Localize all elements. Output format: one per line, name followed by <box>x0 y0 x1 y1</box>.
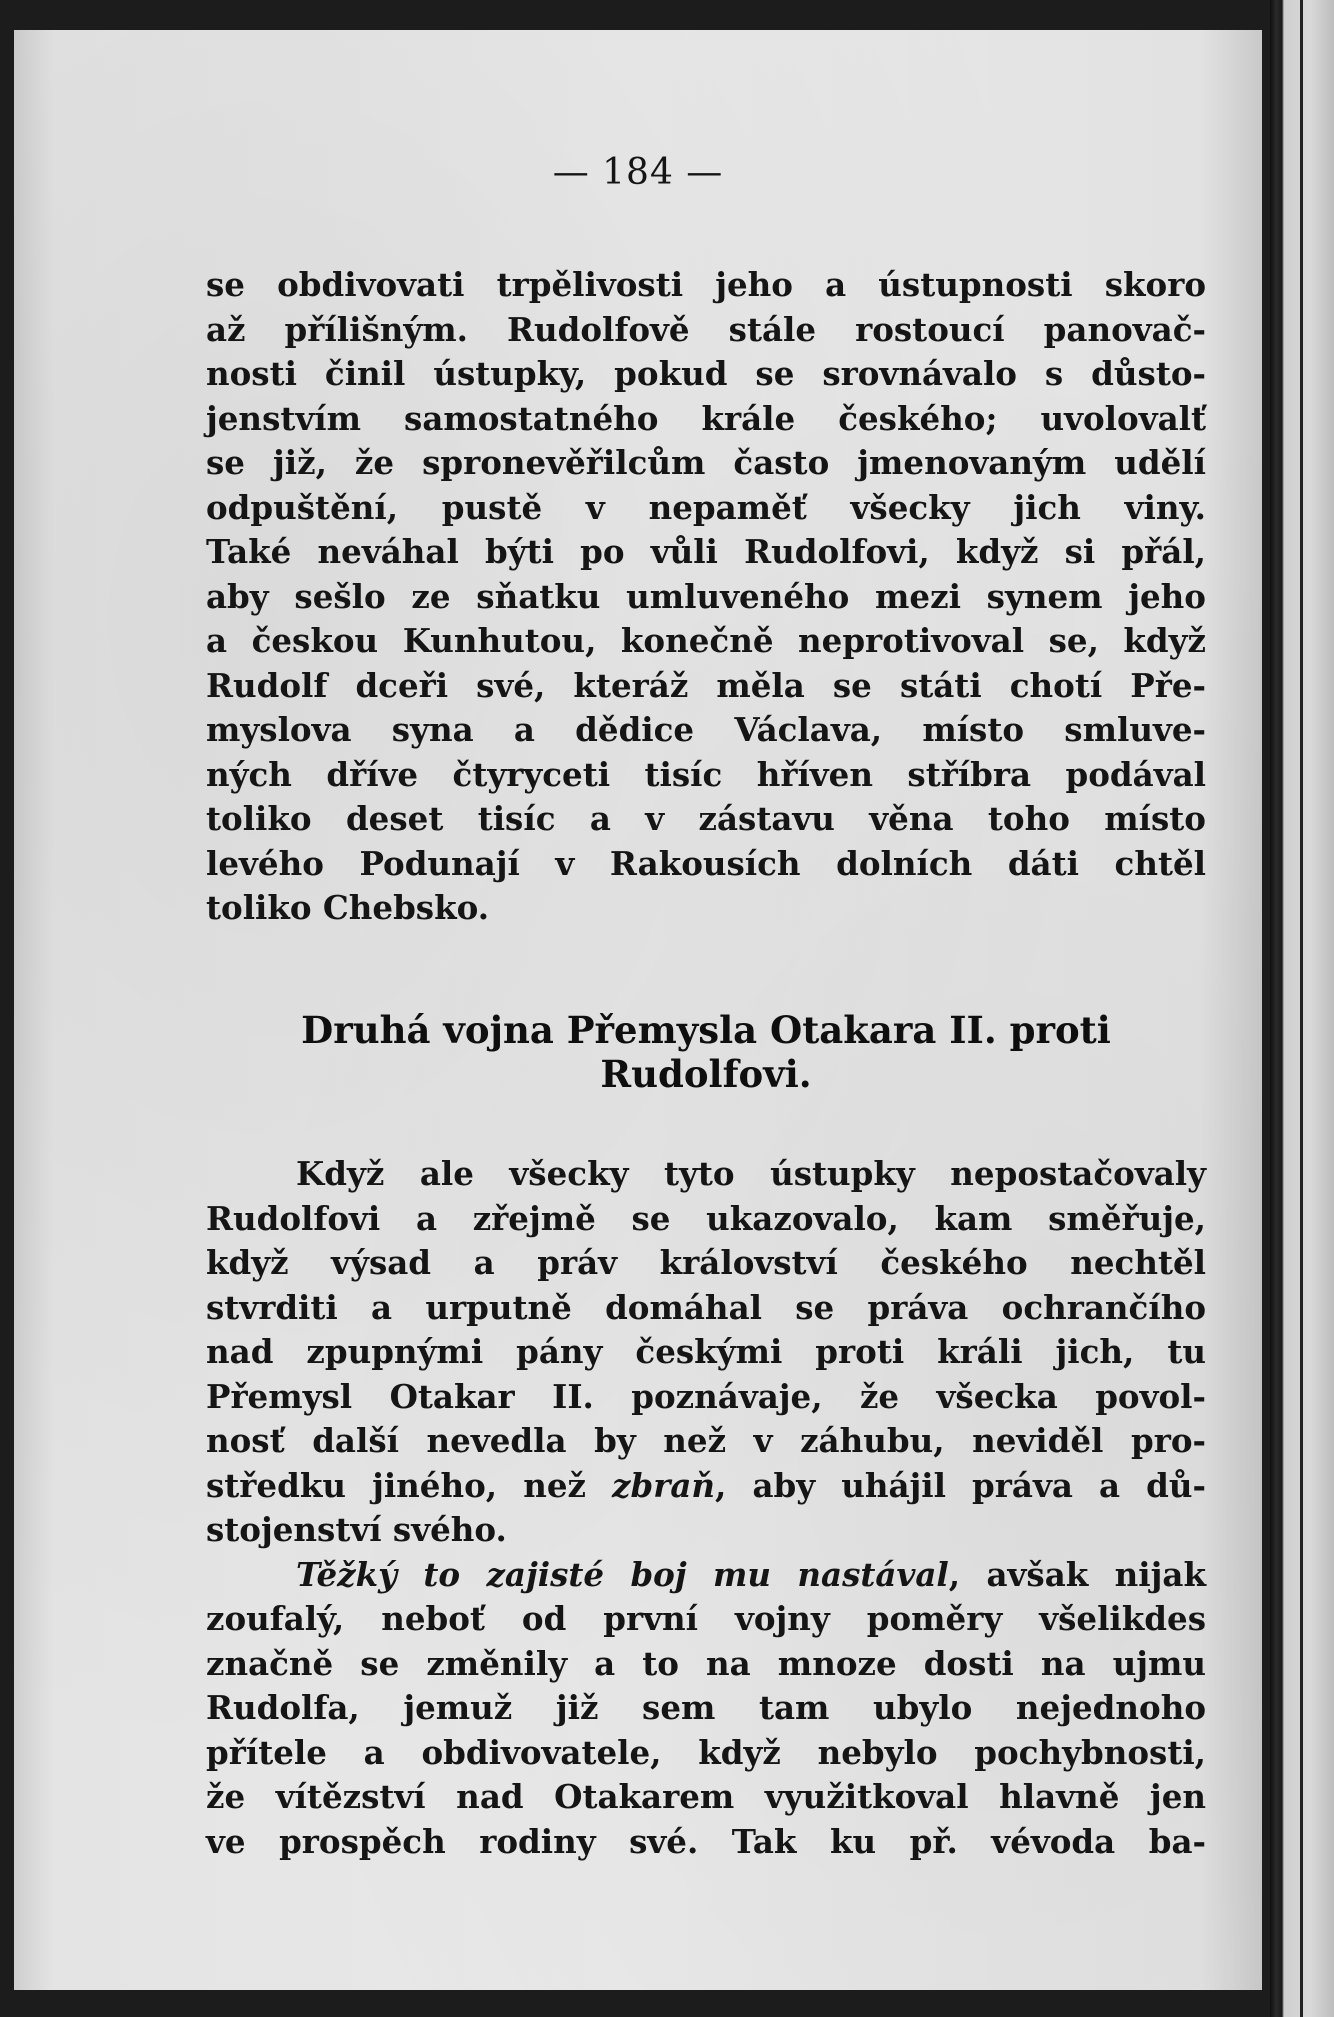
text-line: nad zpupnými pány českými proti králi jich, tu <box>206 1332 1206 1371</box>
text-line: nosť další nevedla by než v záhubu, neviděl pro- <box>206 1421 1206 1460</box>
text-line: se obdivovati trpělivosti jeho a ústupnosti skoro <box>206 265 1206 304</box>
emphasized-phrase: Těžký to zajisté boj mu nastával <box>296 1554 949 1594</box>
text-line: značně se změnily a to na mnoze dosti na ujmu <box>206 1643 1206 1683</box>
paragraph-1 <box>206 263 1206 931</box>
text-line: a českou Kunhutou, konečně neprotivoval se, když <box>206 621 1206 660</box>
heading-line-2: Rudolfovi. <box>600 1052 812 1096</box>
text-line: levého Podunají v Rakousích dolních dáti chtěl <box>206 843 1206 883</box>
text-line: Rudolfa, jemuž již sem tam ubylo nejednoho <box>206 1688 1206 1727</box>
text-line: aby sešlo ze sňatku umluveného mezi synem jeho <box>206 576 1206 616</box>
text-span: , avšak nijak <box>948 1554 1206 1594</box>
heading-line-1: Druhá vojna Přemysla Otakara II. proti <box>301 1008 1111 1052</box>
book-edge <box>1270 0 1334 2017</box>
text-line: Rudolfovi a zřejmě se ukazovalo, kam směřuje, <box>206 1198 1206 1238</box>
text-line: toliko deset tisíc a v zástavu věna toho místo <box>206 799 1206 838</box>
text-line: toliko Chebsko. <box>206 888 490 927</box>
text-line: že vítězství nad Otakarem využitkoval hlavně jen <box>206 1777 1206 1816</box>
text-line: když výsad a práv království českého nechtěl <box>206 1243 1206 1282</box>
text-line: ných dříve čtyryceti tisíc hříven stříbra podával <box>206 754 1206 794</box>
text-line: Rudolf dceři své, kteráž měla se státi chotí Pře- <box>206 665 1206 705</box>
text-line: se již, že spronevěřilcům často jmenovaným udělí <box>206 443 1206 482</box>
text-line: stvrditi a urputně domáhal se práva ochrančího <box>206 1287 1206 1327</box>
text-line: Přemysl Otakar II. poznávaje, že všecka povol- <box>206 1376 1206 1416</box>
edge-line <box>1300 0 1303 2017</box>
text-line: odpuštění, pustě v nepaměť všecky jich viny. <box>206 487 1206 527</box>
text-line: myslova syna a dědice Václava, místo smluve- <box>206 710 1206 749</box>
emphasized-word: zbraň <box>612 1465 716 1505</box>
text-line: přítele a obdivovatele, když nebylo pochybnosti, <box>206 1732 1206 1772</box>
text-line: zoufalý, neboť od první vojny poměry všelikdes <box>206 1599 1206 1638</box>
text-line: jenstvím samostatného krále českého; uvolovalť <box>206 398 1206 438</box>
text-line: Když ale všecky tyto ústupky nepostačovaly <box>296 1154 1206 1193</box>
text-span: , aby uhájil práva a dů- <box>715 1465 1206 1505</box>
text-line: nosti činil ústupky, pokud se srovnávalo s důsto- <box>206 354 1206 393</box>
text-line: až přílišným. Rudolfově stále rostoucí panovač- <box>206 309 1206 349</box>
text-line: Také neváhal býti po vůli Rudolfovi, když si přál, <box>206 532 1206 571</box>
paper-sheet <box>14 30 1262 1990</box>
paragraph-2 <box>206 1152 1206 1864</box>
text-line <box>206 1464 1206 1509</box>
text-line: stojenství svého. <box>206 1510 507 1549</box>
text-line: ve prospěch rodiny své. Tak ku př. vévoda ba- <box>206 1821 1206 1861</box>
text-line <box>206 1553 1206 1598</box>
page-number: — 184 — <box>552 152 724 193</box>
section-heading <box>206 1008 1206 1096</box>
text-span: středku jiného, než <box>206 1465 613 1505</box>
